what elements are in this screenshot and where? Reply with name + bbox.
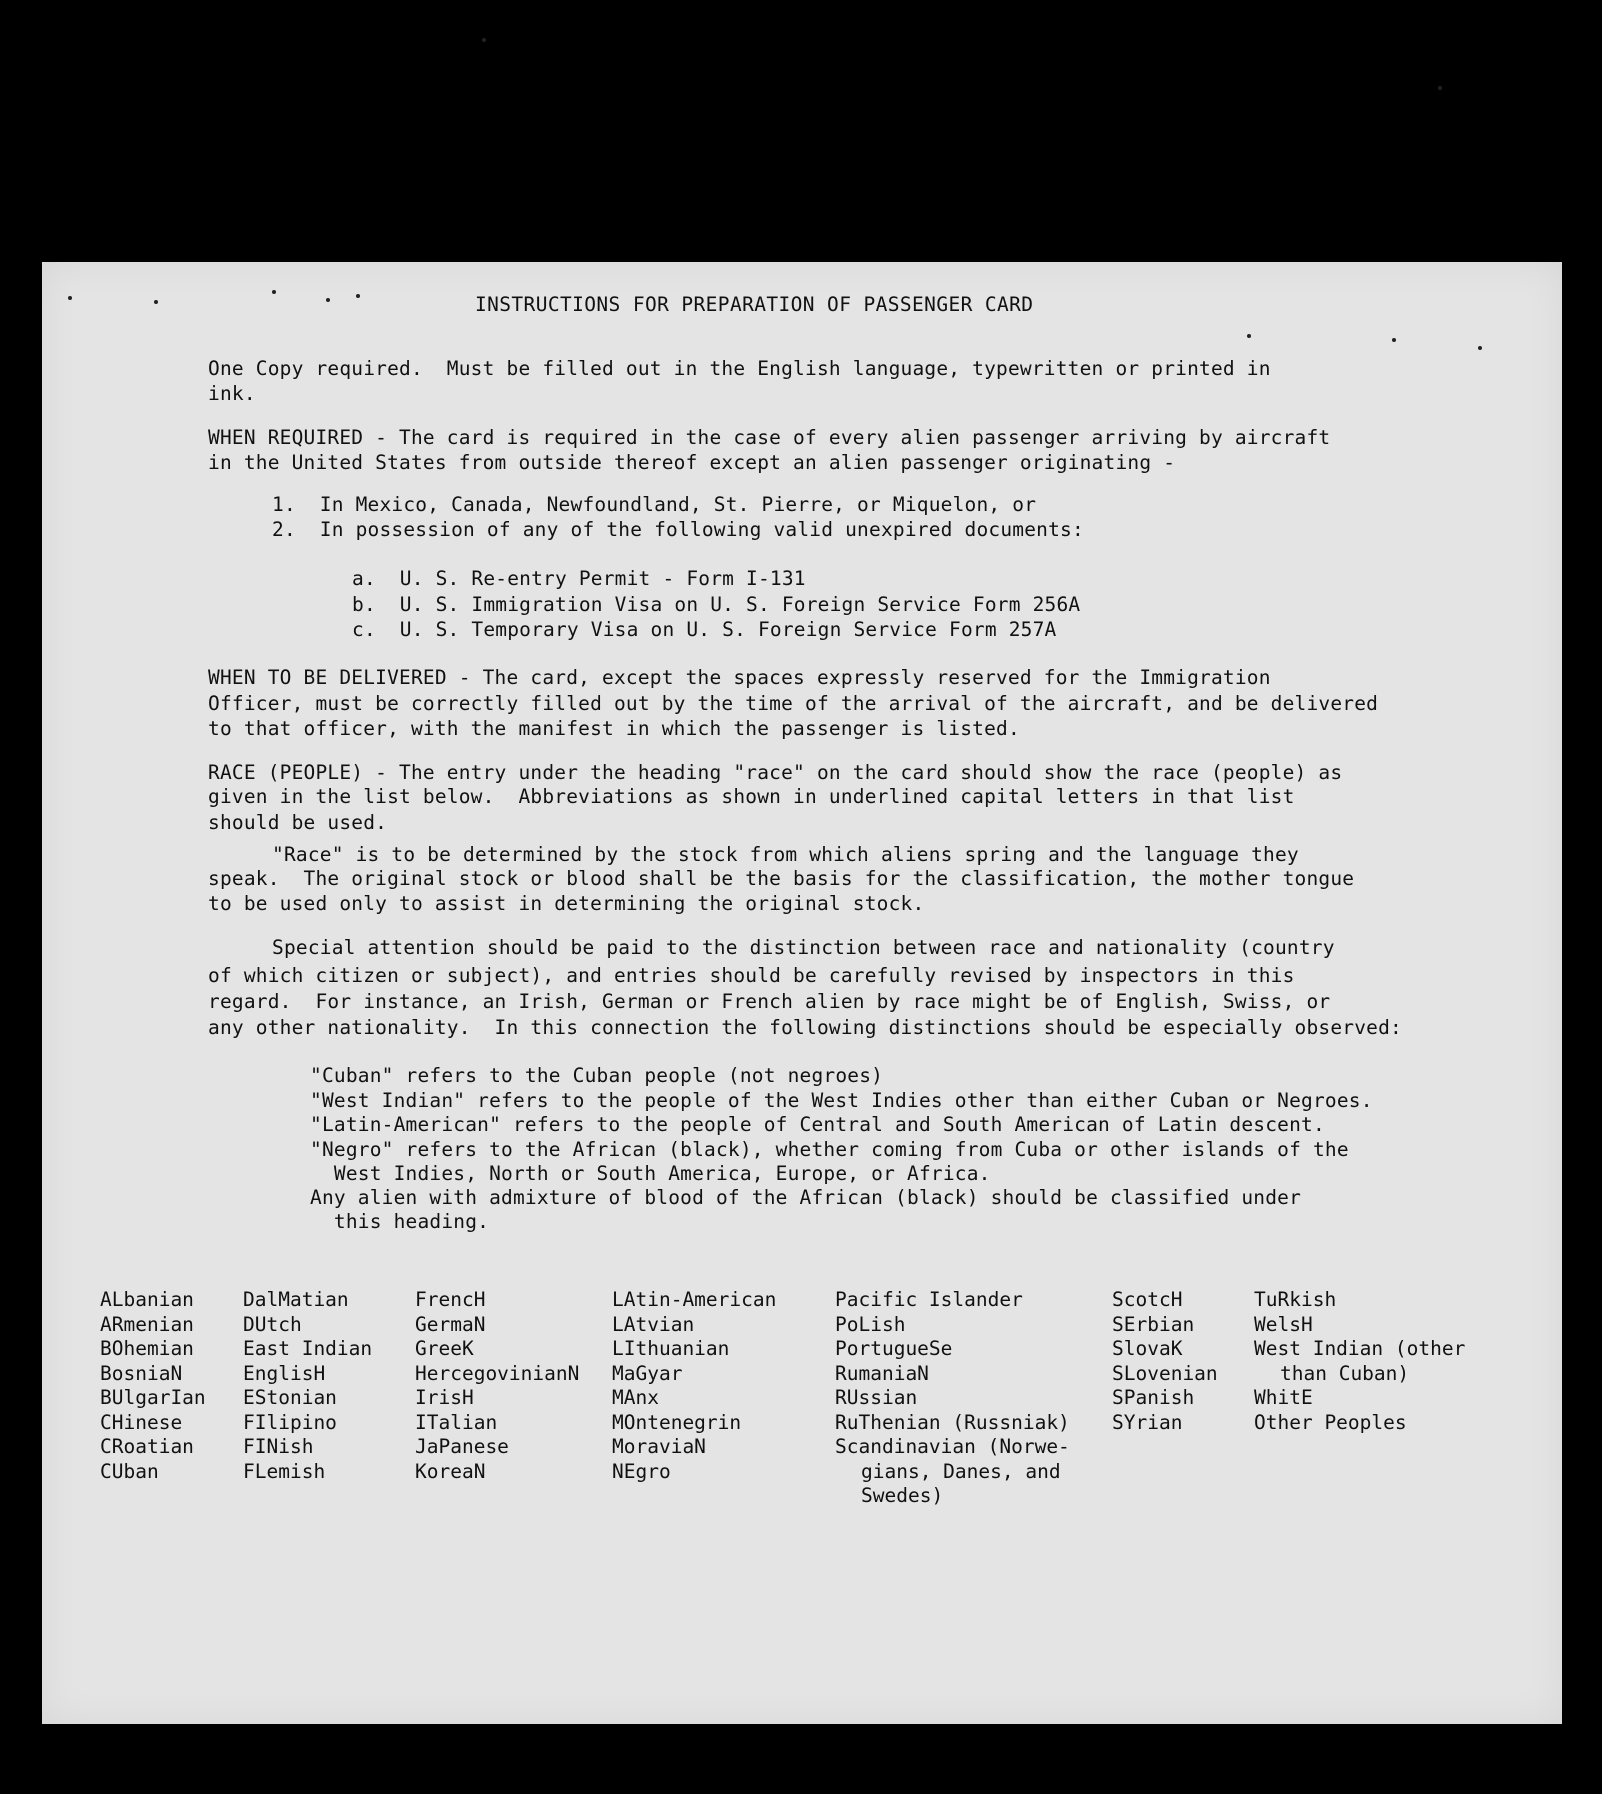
dust-speck [1247,334,1251,338]
race-list-item: WhitE [1254,1386,1313,1409]
race-list-item: EnglisH [243,1361,326,1385]
race-list-column-3 [415,1288,579,1484]
race-list-item: IrisH [415,1386,474,1409]
race-list-item: JaPanese [415,1435,509,1458]
race-list-item: DUtch [243,1312,302,1336]
race-list-item: WelsH [1254,1312,1313,1336]
race-list-item: ITalian [415,1410,498,1434]
race-list-item: MaGyar [612,1361,683,1385]
distinction-admixture-cont: this heading. [310,1210,490,1233]
dust-speck [356,294,360,298]
when-delivered-line-2: Officer, must be correctly filled out by the time of the arrival of the aircraft, and be delivered [208,692,1379,715]
race-list-item: ALbanian [100,1288,194,1311]
race-definition-line-2: speak. The original stock or blood shall be the basis for the classification, the mother tongue [208,867,1355,890]
distinction-admixture: Any alien with admixture of blood of the African (black) should be classified under [310,1186,1302,1209]
race-list-item: BOhemian [100,1337,194,1360]
special-line-1: Special attention should be paid to the distinction between race and nationality (country [272,936,1335,959]
special-line-4: any other nationality. In this connection the following distinctions should be especially observed: [208,1016,1402,1039]
race-list-column-2 [243,1288,372,1484]
distinction-negro-cont: West Indies, North or South America, Europe, or Africa. [310,1162,991,1185]
special-line-2: of which citizen or subject), and entries should be carefully revised by inspectors in this [208,964,1295,987]
race-list-item: Scandinavian (Norwe- [835,1435,1070,1458]
race-list-item: Swedes) [861,1484,944,1507]
race-list-item: than Cuban) [1280,1361,1410,1385]
race-list-item: FrencH [415,1288,486,1311]
race-list-item: FIlipino [243,1410,337,1434]
race-list-item: SLovenian [1112,1361,1218,1385]
race-list-item: CRoatian [100,1435,194,1458]
race-list-item: EStonian [243,1386,337,1409]
race-list-item: West Indian (other [1254,1337,1466,1360]
race-list-item: GermaN [415,1312,486,1336]
race-list-item: LAtvian [612,1312,695,1336]
race-definition-line-3: to be used only to assist in determining the original stock. [208,892,925,915]
race-list-item: NEgro [612,1459,671,1483]
race-list-item: ScotcH [1112,1288,1183,1311]
race-list-column-6 [1112,1288,1218,1435]
dust-speck [1438,86,1442,90]
race-list-item: KoreaN [415,1459,486,1483]
race-list-item: LIthuanian [612,1337,730,1360]
race-list-item: SErbian [1112,1312,1195,1336]
race-list-item: gians, Danes, and [861,1459,1061,1483]
distinction-cuban: "Cuban" refers to the Cuban people (not negroes) [310,1064,884,1087]
race-list-item: East Indian [243,1337,373,1360]
race-list-item: RUssian [835,1386,918,1409]
race-list-item: FLemish [243,1459,326,1483]
race-definition-line-1: "Race" is to be determined by the stock from which aliens spring and the language they [272,843,1299,866]
race-list-column-1 [100,1288,206,1484]
race-line-2: given in the list below. Abbreviations as shown in underlined capital letters in that list [208,785,1295,808]
race-line-3: should be used. [208,811,388,834]
intro-line-2: ink. [208,382,256,405]
intro-line-1: One Copy required. Must be filled out in the English language, typewritten or printed in [208,357,1271,380]
document-title: INSTRUCTIONS FOR PREPARATION OF PASSENGER CARD [475,293,1034,316]
race-list-column-4 [612,1288,776,1484]
race-list-item: PortugueSe [835,1337,953,1360]
dust-speck [154,300,158,304]
race-list-item: BUlgarIan [100,1386,206,1409]
dust-speck [1478,346,1482,350]
race-list-item: PoLish [835,1312,906,1336]
race-list-item: SlovaK [1112,1337,1183,1360]
dust-speck [1392,338,1396,342]
distinction-negro: "Negro" refers to the African (black), whether coming from Cuba or other islands of the [310,1138,1349,1161]
dust-speck [482,38,486,42]
race-list-item: ARmenian [100,1312,194,1336]
race-list-item: SPanish [1112,1386,1195,1409]
race-list-item: LAtin-American [612,1288,777,1311]
lettered-item-a: a. U. S. Re-entry Permit - Form I-131 [352,567,806,590]
lettered-item-b: b. U. S. Immigration Visa on U. S. Foreign Service Form 256A [352,593,1081,616]
numbered-item-1: 1. In Mexico, Canada, Newfoundland, St. Pierre, or Miquelon, or [272,493,1037,516]
race-list-item: CUban [100,1459,159,1483]
when-delivered-line-3: to that officer, with the manifest in which the passenger is listed. [208,717,1020,740]
when-delivered-line-1: WHEN TO BE DELIVERED - The card, except the spaces expressly reserved for the Immigration [208,666,1271,689]
race-list-item: RuThenian (Russniak) [835,1410,1070,1434]
race-list-item: CHinese [100,1410,183,1434]
document-page [42,262,1562,1724]
race-list-item: MAnx [612,1386,659,1409]
dust-speck [326,298,330,302]
special-line-3: regard. For instance, an Irish, German or French alien by race might be of English, Swiss, or [208,990,1331,1013]
distinction-west-indian: "West Indian" refers to the people of the West Indies other than either Cuban or Negroes. [310,1089,1373,1112]
race-list-item: SYrian [1112,1410,1183,1434]
lettered-item-c: c. U. S. Temporary Visa on U. S. Foreign Service Form 257A [352,618,1057,641]
dust-speck [68,296,72,300]
race-list-item: MoraviaN [612,1435,706,1458]
race-list-item: GreeK [415,1337,474,1360]
race-list-item: DalMatian [243,1288,349,1311]
race-list-column-5 [835,1288,1070,1509]
race-list-item: RumaniaN [835,1361,929,1385]
when-required-line-1: WHEN REQUIRED - The card is required in the case of every alien passenger arriving by aircraft [208,426,1331,449]
numbered-item-2: 2. In possession of any of the following valid unexpired documents: [272,518,1084,541]
race-list-item: FINish [243,1435,314,1458]
race-list-column-7 [1254,1288,1465,1435]
race-list-item: Other Peoples [1254,1410,1407,1434]
race-list-item: MOntenegrin [612,1410,742,1434]
race-list-item: Pacific Islander [835,1288,1023,1311]
race-list-item: BosniaN [100,1361,183,1385]
when-required-line-2: in the United States from outside thereof except an alien passenger originating - [208,451,1176,474]
dust-speck [272,290,276,294]
race-list-item: HercegovinianN [415,1361,580,1385]
distinction-latin-american: "Latin-American" refers to the people of Central and South American of Latin descent. [310,1113,1325,1136]
race-list-item: TuRkish [1254,1288,1337,1311]
race-line-1: RACE (PEOPLE) - The entry under the heading "race" on the card should show the race (people) as [208,761,1343,784]
